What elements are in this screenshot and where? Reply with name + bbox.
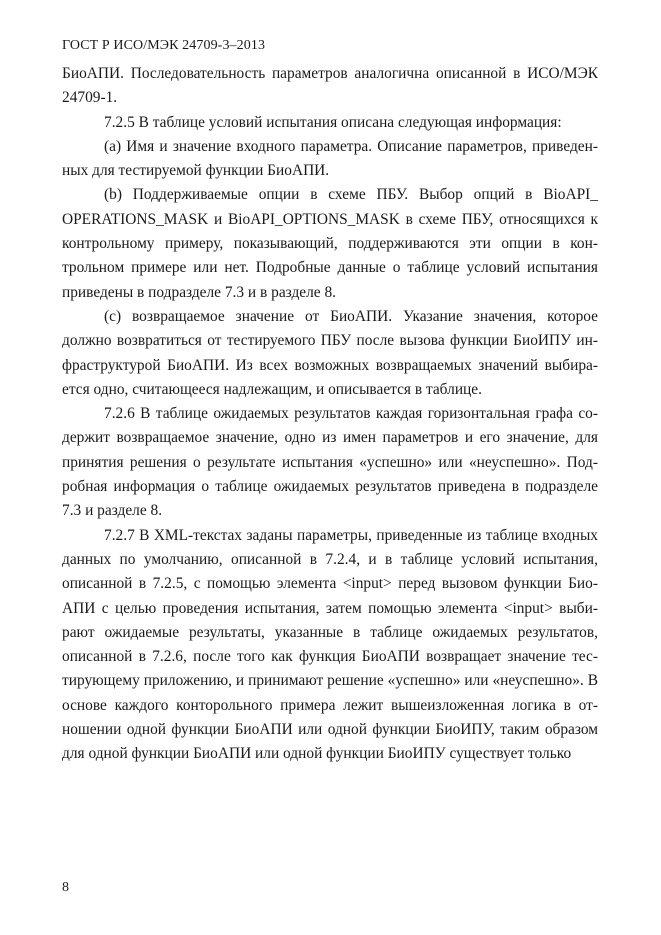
paragraph-item-c: (c) возвращаемое значение от БиоАПИ. Указание значения, которое должно возвратиться от тестируемого ПБУ после вызова функции БиоИПУ инфраструктурой БиоАПИ. Из всех возможных возвращаемых значений выбирается одно, считающееся надлежащим, и описывается в таблице. — [62, 307, 598, 398]
paragraph-7-2-6: 7.2.6 В таблице ожидаемых результатов каждая горизонтальная графа содержит возвращаемое значение, одно из имен параметров и его значение, для принятия решения о результате испытания «успешно» или «неуспешно». Подробная информация о таблице ожидаемых результатов приведена в подразделе 7.3 и разделе 8. — [62, 405, 598, 520]
page-header-standard-code: ГОСТ Р ИСО/МЭК 24709-3–2013 — [62, 38, 266, 53]
paragraph-7-2-5: 7.2.5 В таблице условий испытания описана следующая информация: — [104, 113, 562, 131]
paragraph-item-b: (b) Поддерживаемые опции в схеме ПБУ. Выбор опций в BioAPI_​OPERATIONS_MASK и BioAPI_OPTIONS_MASK в схеме ПБУ, относящихся к контрольному примеру, показывающий, поддерживаются эти опции в контрольном примере или нет. Подробные данные о таблице условий испытания приведены в подразделе 7.3 и в разделе 8. — [62, 186, 598, 301]
paragraph-7-2-7: 7.2.7 В XML-текстах заданы параметры, приведенные из таблице входных данных по умолчанию, описанной в 7.2.4, и в таблице условий испытания, описанной в 7.2.5, с помощью элемента <input> перед вызовом функции БиоАПИ с целью проведения испытания, затем помощью элемента <input> выбирают ожидаемые результаты, указанные в таблице ожидаемых результатов, описанной в 7.2.6, после того как функция БиоАПИ возвращает значение тестирующему приложению, и принимают решение «успешно» или «неуспешно». В основе каждого конторольного примера лежит вышеизложенная логика в отношении одной функции БиоАПИ или одной функции БиоИПУ, таким образом для одной функции БиоАПИ или одной функции БиоИПУ существует только — [62, 526, 598, 763]
paragraph-continuation: БиоАПИ. Последовательность параметров аналогична описанной в ИСО/МЭК 24709-1. — [62, 65, 598, 107]
body-text — [62, 62, 598, 767]
page-number: 8 — [62, 880, 69, 895]
paragraph-item-a: (a) Имя и значение входного параметра. Описание параметров, приведенных для тестируемой функции БиоАПИ. — [62, 137, 598, 180]
